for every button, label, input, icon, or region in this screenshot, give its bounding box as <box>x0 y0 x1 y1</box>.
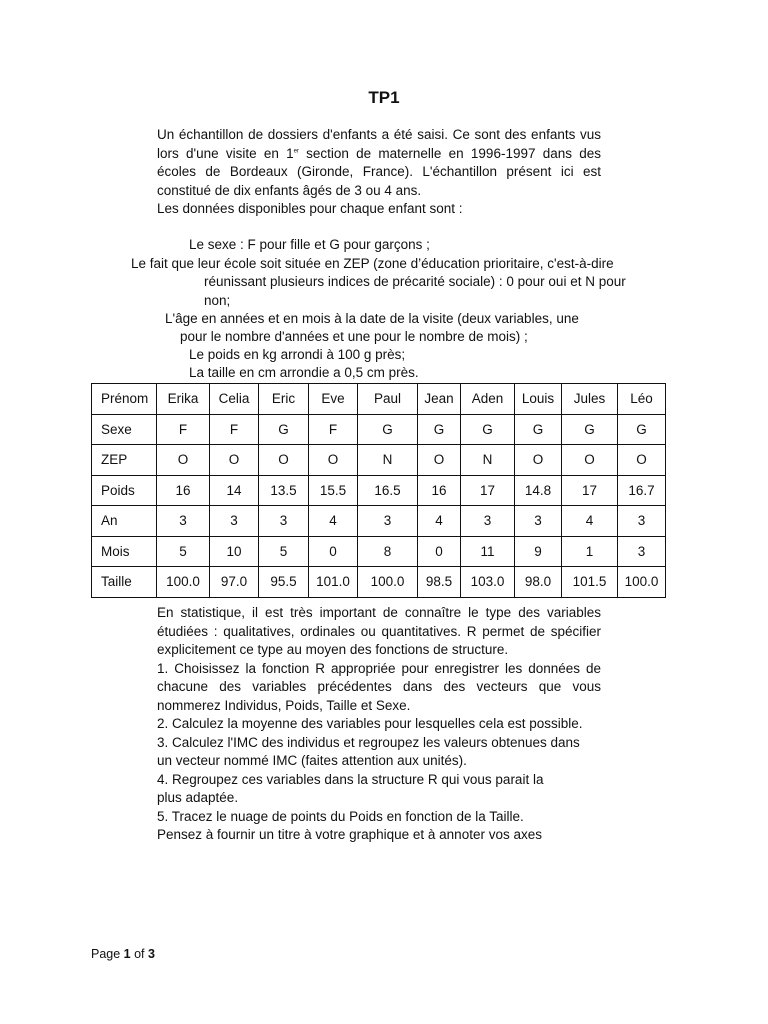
intro-line: écoles de Bordeaux (Gironde, France). L'échantillon présent ici est <box>157 164 601 179</box>
instruction-line: un vecteur nommé IMC (faites attention aux unités). <box>157 753 467 768</box>
table-cell: 3 <box>259 506 309 537</box>
variable-zep-line3: non; <box>204 293 231 308</box>
table-cell: 11 <box>461 536 515 567</box>
intro-line-part: lors d'une visite en 1 <box>157 145 294 161</box>
row-header: Mois <box>92 536 157 567</box>
table-cell: Aden <box>461 384 515 415</box>
instruction-line: 2. Calculez la moyenne des variables pour lesquelles cela est possible. <box>157 716 583 731</box>
instruction-line: chacune des variables précédentes dans des vecteurs que vous <box>157 679 601 694</box>
instruction-line: 4. Regroupez ces variables dans la structure R qui vous parait la <box>157 771 544 787</box>
table-cell: 14 <box>210 475 259 506</box>
children-data-table <box>91 383 666 598</box>
table-cell: O <box>157 445 210 476</box>
table-cell: Jean <box>418 384 461 415</box>
table-cell: G <box>418 414 461 445</box>
row-header: An <box>92 506 157 537</box>
table-row <box>92 536 666 567</box>
table-cell: G <box>358 414 418 445</box>
intro-line <box>157 145 601 164</box>
table-cell: 16.5 <box>358 475 418 506</box>
row-header: Poids <box>92 475 157 506</box>
variable-sexe: Le sexe : F pour fille et G pour garçons ; <box>189 237 430 252</box>
table-cell: 17 <box>461 475 515 506</box>
variable-age-line2: pour le nombre d'années et une pour le nombre de mois) ; <box>180 329 528 344</box>
row-header: Prénom <box>92 384 157 415</box>
table-cell: 10 <box>210 536 259 567</box>
table-cell: 16 <box>157 475 210 506</box>
variable-zep-line1: Le fait que leur école soit située en ZEP (zone d’éducation prioritaire, c'est-à-dire <box>131 256 614 271</box>
table-row <box>92 445 666 476</box>
table-cell: G <box>618 414 666 445</box>
table-cell: 3 <box>461 506 515 537</box>
table-cell: F <box>157 414 210 445</box>
table-cell: 0 <box>309 536 358 567</box>
table-cell: N <box>358 445 418 476</box>
table-cell: O <box>618 445 666 476</box>
instruction-line: 3. Calculez l'IMC des individus et regroupez les valeurs obtenues dans <box>157 734 580 750</box>
footer-prefix: Page <box>91 947 124 961</box>
table-cell: 98.0 <box>515 567 562 598</box>
instruction-line: étudiées : qualitatives, ordinales ou quantitatives. R permet de spécifier <box>157 623 601 639</box>
instruction-line: Pensez à fournir un titre à votre graphique et à annoter vos axes <box>157 827 542 842</box>
table-cell: Louis <box>515 384 562 415</box>
table-cell: G <box>562 414 618 445</box>
table-cell: G <box>461 414 515 445</box>
table-cell: O <box>309 445 358 476</box>
table-cell: Paul <box>358 384 418 415</box>
table-cell: 17 <box>562 475 618 506</box>
table-cell: 3 <box>210 506 259 537</box>
table-cell: 9 <box>515 536 562 567</box>
footer-middle: of <box>130 947 148 961</box>
table-cell: 4 <box>562 506 618 537</box>
intro-paragraph <box>157 126 601 219</box>
row-header: Sexe <box>92 414 157 445</box>
table-cell: 0 <box>418 536 461 567</box>
table-cell: G <box>259 414 309 445</box>
table-cell: Erika <box>157 384 210 415</box>
table-cell: 4 <box>309 506 358 537</box>
table-row <box>92 475 666 506</box>
variable-zep-line2: réunissant plusieurs indices de précarité sociale) : 0 pour oui et N pour <box>204 274 626 289</box>
table-cell: G <box>515 414 562 445</box>
table-cell: O <box>210 445 259 476</box>
intro-line: Les données disponibles pour chaque enfant sont : <box>157 201 463 216</box>
row-header: ZEP <box>92 445 157 476</box>
footer-current-page: 1 <box>123 947 131 961</box>
table-cell: 13.5 <box>259 475 309 506</box>
table-cell: F <box>210 414 259 445</box>
table-cell: 4 <box>418 506 461 537</box>
table-cell: 100.0 <box>358 567 418 598</box>
table-cell: O <box>259 445 309 476</box>
table-cell: 101.5 <box>562 567 618 598</box>
intro-line: constitué de dix enfants âgés de 3 ou 4 ans. <box>157 182 422 198</box>
table-cell: Eve <box>309 384 358 415</box>
variable-taille: La taille en cm arrondie a 0,5 cm près. <box>189 365 419 380</box>
table-cell: 100.0 <box>157 567 210 598</box>
table-cell: 3 <box>515 506 562 537</box>
table-cell: 97.0 <box>210 567 259 598</box>
table-cell: 1 <box>562 536 618 567</box>
table-cell: 98.5 <box>418 567 461 598</box>
intro-line-part: section de maternelle en 1996-1997 dans des <box>298 145 601 161</box>
table-cell: 14.8 <box>515 475 562 506</box>
instruction-line: 5. Tracez le nuage de points du Poids en fonction de la Taille. <box>157 808 524 824</box>
table-row <box>92 384 666 415</box>
table-cell: F <box>309 414 358 445</box>
variable-age-line1: L'âge en années et en mois à la date de la visite (deux variables, une <box>165 311 579 326</box>
table-cell: O <box>562 445 618 476</box>
table-cell: N <box>461 445 515 476</box>
table-cell: Léo <box>618 384 666 415</box>
table-cell: 3 <box>618 506 666 537</box>
table-cell: Eric <box>259 384 309 415</box>
instructions-paragraph <box>157 604 601 845</box>
table-cell: Jules <box>562 384 618 415</box>
table-cell: 100.0 <box>618 567 666 598</box>
page-footer <box>91 947 155 961</box>
page-title: TP1 <box>368 88 400 107</box>
table-cell: Celia <box>210 384 259 415</box>
table-cell: O <box>515 445 562 476</box>
table-cell: 5 <box>259 536 309 567</box>
table-cell: 15.5 <box>309 475 358 506</box>
table-cell: 3 <box>358 506 418 537</box>
instruction-line: plus adaptée. <box>157 790 239 805</box>
instruction-line: nommerez Individus, Poids, Taille et Sexe. <box>157 697 411 713</box>
table-row <box>92 506 666 537</box>
instruction-line: 1. Choisissez la fonction R appropriée pour enregistrer les données de <box>157 660 601 676</box>
table-cell: 8 <box>358 536 418 567</box>
ordinal-superscript: er <box>293 148 299 154</box>
table-cell: 103.0 <box>461 567 515 598</box>
table-cell: 3 <box>157 506 210 537</box>
table-cell: O <box>418 445 461 476</box>
table-cell: 16 <box>418 475 461 506</box>
instruction-line: explicitement ce type au moyen des fonctions de structure. <box>157 642 509 657</box>
table-cell: 5 <box>157 536 210 567</box>
row-header: Taille <box>92 567 157 598</box>
footer-total-pages: 3 <box>148 947 155 961</box>
instruction-line: En statistique, il est très important de connaître le type des variables <box>157 605 601 620</box>
table-row <box>92 414 666 445</box>
intro-line: Un échantillon de dossiers d'enfants a été saisi. Ce sont des enfants vus <box>157 127 601 142</box>
table-cell: 95.5 <box>259 567 309 598</box>
table-cell: 3 <box>618 536 666 567</box>
table-cell: 101.0 <box>309 567 358 598</box>
variable-poids: Le poids en kg arrondi à 100 g près; <box>189 347 406 362</box>
table-cell: 16.7 <box>618 475 666 506</box>
table-row <box>92 567 666 598</box>
